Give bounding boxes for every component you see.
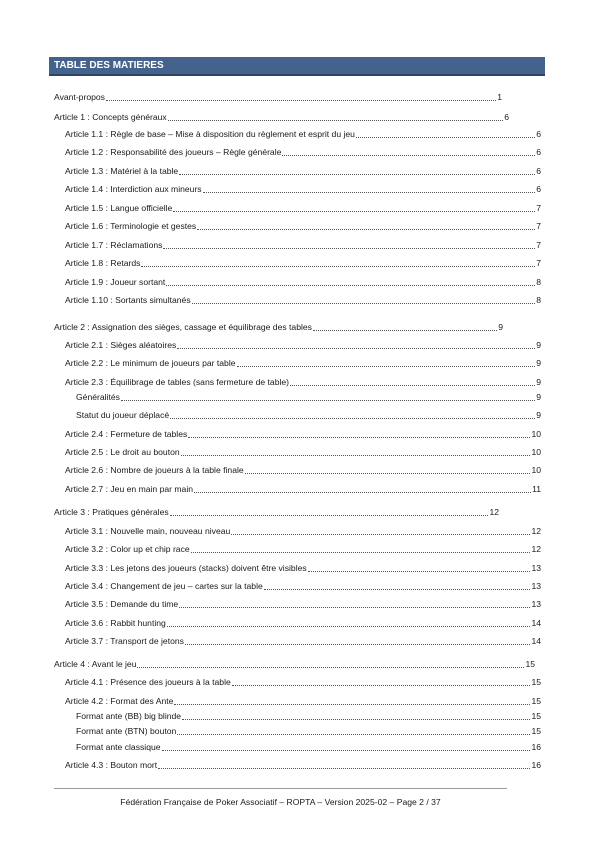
toc-title: TABLE DES MATIERES xyxy=(54,60,164,71)
toc-dot-leader xyxy=(173,203,535,212)
toc-entry-page: 13 xyxy=(531,563,541,573)
toc-entry-label: Article 4.1 : Présence des joueurs à la table xyxy=(65,677,231,687)
toc-entry-label: Article 3 : Pratiques générales xyxy=(54,507,169,517)
toc-entry-page: 13 xyxy=(531,581,541,591)
toc-dot-leader xyxy=(194,484,531,493)
toc-entry-label: Article 2 : Assignation des sièges, cassage et équilibrage des tables xyxy=(54,322,312,332)
toc-entry-page: 6 xyxy=(536,147,541,157)
toc-entry-article[interactable] xyxy=(65,147,541,158)
toc-dot-leader xyxy=(231,526,530,535)
toc-entry-article[interactable] xyxy=(65,203,541,214)
toc-entry-article[interactable] xyxy=(65,599,541,610)
toc-dot-leader xyxy=(192,295,536,304)
toc-dot-leader xyxy=(313,322,497,331)
toc-entry-page: 14 xyxy=(531,618,541,628)
toc-entry-article[interactable] xyxy=(65,526,541,537)
toc-entry-page: 14 xyxy=(531,636,541,646)
toc-entry-page: 15 xyxy=(525,659,535,669)
toc-entry-label: Format ante (BB) big blinde xyxy=(76,711,182,721)
toc-dot-leader xyxy=(282,147,535,156)
toc-entry-page: 8 xyxy=(536,277,541,287)
toc-entry-article[interactable] xyxy=(65,544,541,555)
toc-entry-page: 16 xyxy=(531,760,541,770)
toc-entry-article[interactable] xyxy=(65,677,541,688)
toc-entry-label: Article 1.5 : Langue officielle xyxy=(65,203,173,213)
toc-entry-label: Article 1.4 : Interdiction aux mineurs xyxy=(65,184,202,194)
toc-entry-page: 11 xyxy=(532,484,541,494)
footer-divider xyxy=(54,788,507,789)
toc-entry-page: 9 xyxy=(536,392,541,402)
toc-entry-page: 9 xyxy=(498,322,503,332)
toc-entry-label: Article 2.4 : Fermeture de tables xyxy=(65,429,188,439)
toc-entry-article[interactable] xyxy=(65,581,541,592)
toc-entry-article[interactable] xyxy=(65,258,541,269)
toc-entry-label: Article 2.2 : Le minimum de joueurs par table xyxy=(65,358,236,368)
toc-entry-article[interactable] xyxy=(65,166,541,177)
toc-entry-article[interactable] xyxy=(65,618,541,629)
toc-dot-leader xyxy=(121,392,535,401)
toc-entry-label: Article 2.7 : Jeu en main par main xyxy=(65,484,194,494)
toc-entry-label: Article 1.8 : Retards xyxy=(65,258,141,268)
toc-entry-page: 12 xyxy=(531,544,541,554)
toc-entry-label: Article 2.5 : Le droit au bouton xyxy=(65,447,180,457)
toc-dot-leader xyxy=(237,358,536,367)
toc-entry-page: 10 xyxy=(531,447,541,457)
toc-entry-label: Statut du joueur déplacé xyxy=(76,410,170,420)
toc-entry-label: Article 4.2 : Format des Ante xyxy=(65,696,174,706)
toc-entry-page: 15 xyxy=(531,711,541,721)
toc-dot-leader xyxy=(163,240,535,249)
toc-entry-page: 6 xyxy=(536,129,541,139)
toc-entry-subsection[interactable] xyxy=(76,410,541,421)
toc-entry-page: 7 xyxy=(536,203,541,213)
toc-entry-label: Article 3.4 : Changement de jeu – cartes sur la table xyxy=(65,581,263,591)
toc-dot-leader xyxy=(203,184,536,193)
toc-entry-label: Article 1.1 : Règle de base – Mise à disposition du règlement et esprit du jeu xyxy=(65,129,355,139)
toc-entry-article[interactable] xyxy=(65,429,541,440)
toc-entry-article[interactable] xyxy=(65,358,541,369)
toc-entry-article[interactable] xyxy=(65,129,541,140)
toc-entry-article[interactable] xyxy=(65,377,541,388)
toc-entry-chapter[interactable] xyxy=(54,112,509,123)
toc-entry-subsection[interactable] xyxy=(76,392,541,403)
toc-dot-leader xyxy=(185,636,530,645)
toc-entry-article[interactable] xyxy=(65,184,541,195)
toc-entry-page: 9 xyxy=(536,340,541,350)
toc-dot-leader xyxy=(158,760,530,769)
toc-entry-page: 6 xyxy=(536,166,541,176)
toc-entry-article[interactable] xyxy=(65,563,541,574)
toc-dot-leader xyxy=(141,258,535,267)
toc-entry-label: Généralités xyxy=(76,392,120,402)
toc-dot-leader xyxy=(179,166,535,175)
toc-dot-leader xyxy=(197,221,535,230)
toc-entry-subsection[interactable] xyxy=(76,726,541,737)
toc-entry-page: 7 xyxy=(536,221,541,231)
toc-entry-article[interactable] xyxy=(65,696,541,707)
toc-entry-label: Article 3.7 : Transport de jetons xyxy=(65,636,184,646)
toc-entry-label: Article 4.3 : Bouton mort xyxy=(65,760,158,770)
toc-entry-label: Article 3.6 : Rabbit hunting xyxy=(65,618,166,628)
toc-entry-chapter[interactable] xyxy=(54,507,499,518)
toc-dot-leader xyxy=(245,465,531,474)
toc-entry-label: Article 1.3 : Matériel à la table xyxy=(65,166,179,176)
toc-entry-label: Format ante (BTN) bouton xyxy=(76,726,177,736)
toc-entry-label: Article 2.1 : Sièges aléatoires xyxy=(65,340,177,350)
toc-entry-label: Article 3.1 : Nouvelle main, nouveau niveau xyxy=(65,526,231,536)
toc-entry-article[interactable] xyxy=(65,340,541,351)
toc-dot-leader xyxy=(290,377,535,386)
toc-entry-label: Article 2.6 : Nombre de joueurs à la table finale xyxy=(65,465,244,475)
toc-dot-leader xyxy=(137,659,524,668)
toc-dot-leader xyxy=(177,340,535,349)
toc-dot-leader xyxy=(232,677,531,686)
toc-dot-leader xyxy=(182,711,530,720)
toc-entry-chapter[interactable] xyxy=(54,322,503,333)
toc-dot-leader xyxy=(308,563,531,572)
toc-entry-page: 7 xyxy=(536,240,541,250)
toc-entry-page: 9 xyxy=(536,410,541,420)
toc-entry-page: 13 xyxy=(531,599,541,609)
toc-entry-article[interactable] xyxy=(65,295,541,306)
toc-entry-article[interactable] xyxy=(65,465,541,476)
toc-dot-leader xyxy=(179,599,530,608)
toc-entry-label: Avant-propos xyxy=(54,92,105,102)
toc-entry-label: Article 1 : Concepts généraux xyxy=(54,112,167,122)
toc-entry-page: 6 xyxy=(536,184,541,194)
toc-entry-chapter[interactable] xyxy=(54,92,502,103)
toc-dot-leader xyxy=(170,507,489,516)
toc-entry-article[interactable] xyxy=(65,277,541,288)
toc-dot-leader xyxy=(174,696,530,705)
toc-dot-leader xyxy=(191,544,531,553)
toc-dot-leader xyxy=(166,277,535,286)
toc-entry-article[interactable] xyxy=(65,221,541,232)
toc-entry-label: Format ante classique xyxy=(76,742,161,752)
toc-dot-leader xyxy=(106,92,496,101)
toc-entry-page: 10 xyxy=(531,465,541,475)
toc-dot-leader xyxy=(177,726,530,735)
toc-entry-page: 9 xyxy=(536,377,541,387)
toc-entry-page: 15 xyxy=(531,696,541,706)
toc-entry-page: 12 xyxy=(531,526,541,536)
toc-entry-label: Article 1.6 : Terminologie et gestes xyxy=(65,221,197,231)
toc-dot-leader xyxy=(170,410,535,419)
toc-dot-leader xyxy=(168,112,503,121)
toc-entry-article[interactable] xyxy=(65,484,541,495)
toc-entry-page: 10 xyxy=(531,429,541,439)
toc-entry-label: Article 3.3 : Les jetons des joueurs (stacks) doivent être visibles xyxy=(65,563,307,573)
toc-entry-subsection[interactable] xyxy=(76,711,541,722)
toc-entry-page: 9 xyxy=(536,358,541,368)
toc-entry-page: 16 xyxy=(531,742,541,752)
toc-entry-page: 12 xyxy=(489,507,499,517)
toc-entry-article[interactable] xyxy=(65,636,541,647)
toc-entry-page: 8 xyxy=(536,295,541,305)
toc-dot-leader xyxy=(167,618,531,627)
toc-entry-chapter[interactable] xyxy=(54,659,535,670)
toc-entry-label: Article 4 : Avant le jeu xyxy=(54,659,137,669)
page-footer: Fédération Française de Poker Associatif – ROPTA – Version 2025-02 – Page 2 / 37 xyxy=(120,797,441,807)
toc-entry-page: 15 xyxy=(531,726,541,736)
toc-entry-label: Article 3.5 : Demande du time xyxy=(65,599,179,609)
toc-dot-leader xyxy=(188,429,530,438)
toc-entry-page: 15 xyxy=(531,677,541,687)
toc-entry-page: 6 xyxy=(504,112,509,122)
toc-entry-article[interactable] xyxy=(65,760,541,771)
toc-entry-article[interactable] xyxy=(65,240,541,251)
toc-entry-page: 7 xyxy=(536,258,541,268)
toc-entry-page: 1 xyxy=(497,92,502,102)
toc-dot-leader xyxy=(356,129,535,138)
toc-entry-label: Article 2.3 : Équilibrage de tables (sans fermeture de table) xyxy=(65,377,290,387)
toc-entry-article[interactable] xyxy=(65,447,541,458)
toc-entry-label: Article 1.9 : Joueur sortant xyxy=(65,277,166,287)
toc-entry-subsection[interactable] xyxy=(76,742,541,753)
toc-entry-label: Article 1.7 : Réclamations xyxy=(65,240,163,250)
toc-dot-leader xyxy=(264,581,531,590)
toc-entry-label: Article 1.10 : Sortants simultanés xyxy=(65,295,191,305)
toc-entry-label: Article 1.2 : Responsabilité des joueurs – Règle générale xyxy=(65,147,282,157)
toc-dot-leader xyxy=(181,447,531,456)
toc-dot-leader xyxy=(162,742,531,751)
toc-entry-label: Article 3.2 : Color up et chip race xyxy=(65,544,190,554)
